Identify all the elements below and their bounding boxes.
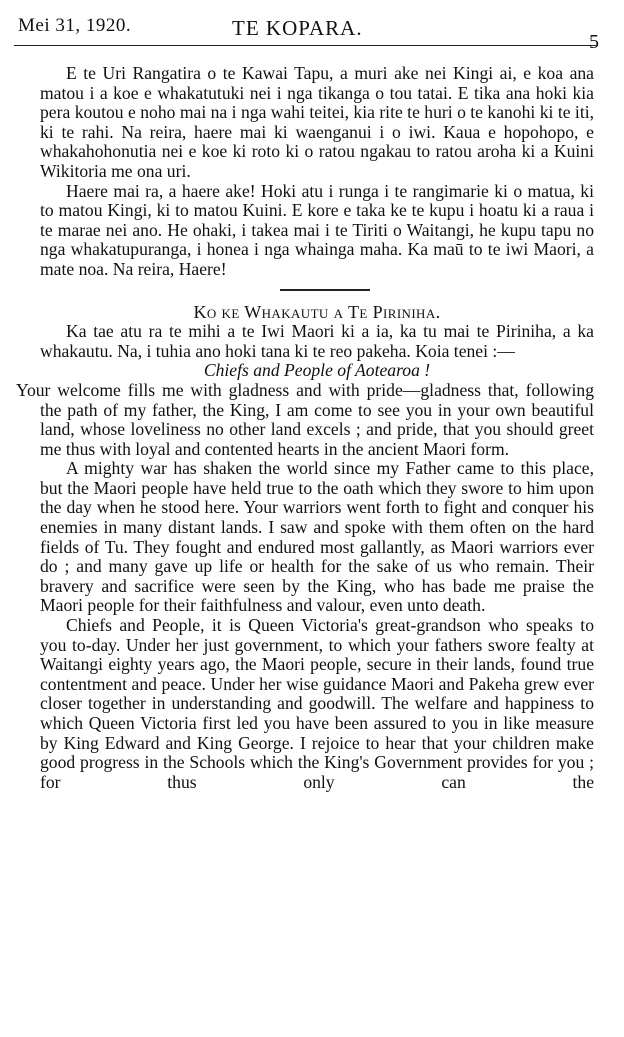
section-divider bbox=[280, 289, 370, 291]
english-speech-paragraph-1: Your welcome fills me with gladness and with pride—gladness that, following the path of my father, the King, I am come to see you in your own beautiful land, whose loveliness no other land excels ; and pride, that you should greet me thus with loyal and contented hearts in the ancient Maori form. bbox=[16, 379, 594, 459]
newspaper-title: TE KOPARA. bbox=[232, 16, 363, 40]
english-speech-paragraph-3: Chiefs and People, it is Queen Victoria's great-grandson who speaks to you to-day. Under her just government, to which your fathers swore fealty at Waitangi eighty years ago, the Maori people, secure in their lands, found true contentment and peace. Under her wise guidance Maori and Pakeha grew ever closer together in understanding and goodwill. The welfare and happiness to which Queen Victoria first led you have been assured to you in like measure by King Edward and King George. I rejoice to hear that your children make good progress in the Schools which the King's Government provides for you ; for thus only can the bbox=[40, 615, 594, 792]
page-header bbox=[0, 0, 624, 53]
header-rule bbox=[14, 45, 596, 46]
issue-date: Mei 31, 1920. bbox=[18, 15, 132, 36]
section-heading: Ko ke Whakautu a Te Piriniha. bbox=[193, 301, 441, 322]
article-body bbox=[16, 64, 594, 792]
page-number: 5 bbox=[589, 31, 599, 53]
section-intro-paragraph: Ka tae atu ra te mihi a te Iwi Maori ki a ia, ka tu mai te Piriniha, a ka whakautu. Na, i tuhia ano hoki tana ki te reo pakeha. Koia tenei :— bbox=[40, 321, 594, 361]
speech-salutation: Chiefs and People of Aotearoa ! bbox=[203, 360, 431, 381]
maori-address-paragraph-2: Haere mai ra, a haere ake! Hoki atu i runga i te rangimarie ki o matua, ki to matou Kingi, ki to matou Kuini. E kore e taka ke te kupu i hoatu ki a raua i te marae nei ano. He ohaki, i takea mai i te Tiriti o Waitangi, he kupu tapu no nga whakatupuranga, i honea i nga whainga maha. Ka maū to te iwi Maori, a mate noa. Na reira, Haere! bbox=[40, 180, 594, 279]
maori-address-paragraph-1: E te Uri Rangatira o te Kawai Tapu, a muri ake nei Kingi ai, e koa ana matou i a koe e whakatutuki nei i nga tikanga o tou tatai. E tika ana hoki kia pera koutou e noho mai na i nga wahi teitei, kia rite te huri o te kanohi ki te iti, ki te rahi. Na reira, haere mai ki waenganui i o iwi. Kaua e hopohopo, e whakahohonutia nei e koe ki roto ki o ratou ngakau to ratou aroha ki a Kuini Wikitoria me ona uri. bbox=[40, 63, 594, 181]
english-speech-paragraph-2: A mighty war has shaken the world since my Father came to this place, but the Maori people have held true to the oath which they swore to him upon the day when he stood here. Your warriors went forth to fight and conquer his enemies in many distant lands. I saw and spoke with them often on the hard fields of Tu. They fought and endured most gallantly, as Maori warriors ever do ; and many gave up life or health for the sake of us who remain. Their bravery and sacrifice were seen by the King, who has bade me praise the Maori people for their faithfulness and valour, even unto death. bbox=[40, 458, 594, 616]
